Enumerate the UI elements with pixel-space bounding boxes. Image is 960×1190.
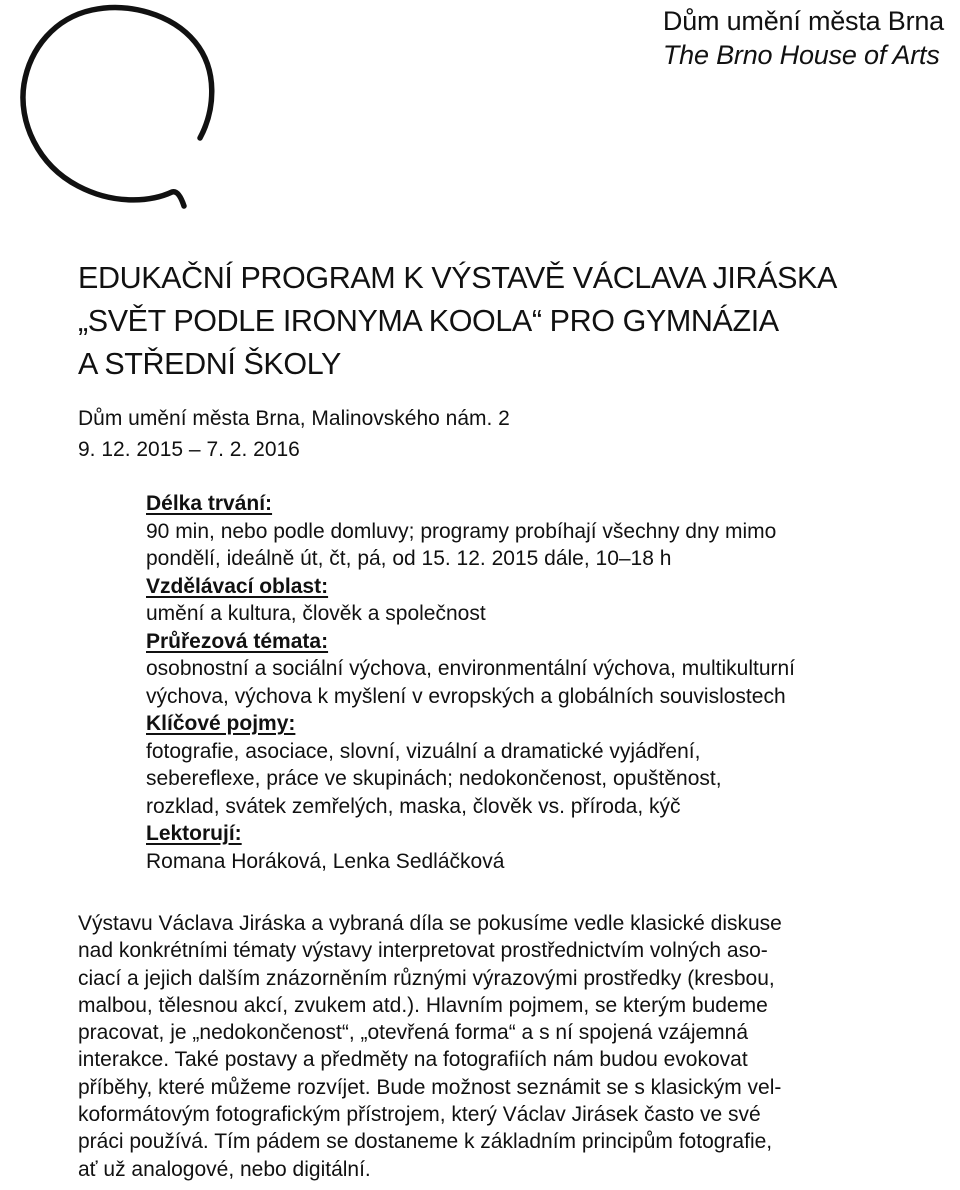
description-paragraph <box>78 910 908 1183</box>
keywords-label: Klíčové pojmy: <box>146 712 296 735</box>
org-name-en: The Brno House of Arts <box>662 40 940 70</box>
paragraph-line: ciací a jejich dalším znázorněním různými výrazovými prostředky (kresbou, <box>78 966 775 990</box>
area-line: umění a kultura, člověk a společnost <box>146 602 486 625</box>
duration-line: pondělí, ideálně út, čt, pá, od 15. 12. 2015 dále, 10–18 h <box>146 547 672 570</box>
keywords-value <box>146 738 906 821</box>
keywords-line: sebereflexe, práce ve skupinách; nedokončenost, opuštěnost, <box>146 767 722 790</box>
paragraph-line: příběhy, které můžeme rozvíjet. Bude možnost seznámit se s klasickým vel- <box>78 1075 782 1099</box>
duration-label: Délka trvání: <box>146 492 273 515</box>
duration-line: 90 min, nebo podle domluvy; programy probíhají všechny dny mimo <box>146 519 777 543</box>
open-circle-logo-icon <box>0 0 260 240</box>
paragraph-line: Výstavu Václava Jiráska a vybraná díla se pokusíme vedle klasické diskuse <box>78 912 782 935</box>
lecturers-value <box>146 848 906 876</box>
topics-line: výchova, výchova k myšlení v evropských a globálních souvislostech <box>146 684 786 708</box>
topics-line: osobnostní a sociální výchova, environmentální výchova, multikulturní <box>146 657 796 680</box>
keywords-line: rozklad, svátek zemřelých, maska, člověk vs. příroda, kýč <box>146 794 681 818</box>
org-header <box>663 4 944 72</box>
lecturers-label: Lektorují: <box>146 822 242 845</box>
keywords-line: fotografie, asociace, slovní, vizuální a dramatické vyjádření, <box>146 739 701 763</box>
dates-text: 9. 12. 2015 – 7. 2. 2016 <box>78 438 300 461</box>
title-line: A STŘEDNÍ ŠKOLY <box>78 347 341 381</box>
paragraph-line: pracovat, je „nedokončenost“, „otevřená forma“ a s ní spojená vzájemná <box>78 1021 749 1045</box>
paragraph-line: ať už analogové, nebo digitální. <box>78 1157 371 1181</box>
area-label: Vzdělávací oblast: <box>146 574 329 598</box>
event-meta <box>78 403 510 465</box>
org-name-cs: Dům umění města Brna <box>662 6 944 36</box>
paragraph-line: nad konkrétními tématy výstavy interpretovat prostřednictvím volných aso- <box>78 939 768 963</box>
paragraph-line: práci používá. Tím pádem se dostaneme k základním principům fotografie, <box>78 1130 773 1154</box>
title-line: „SVĚT PODLE IRONYMA KOOLA“ PRO GYMNÁZIA <box>78 304 779 338</box>
paragraph-line: koformátovým fotografickým přístrojem, který Václav Jirásek často ve své <box>78 1103 761 1127</box>
duration-value <box>146 518 906 573</box>
topics-label: Průřezová témata: <box>146 629 329 653</box>
topics-value <box>146 655 906 710</box>
program-info <box>146 490 906 875</box>
area-value <box>146 600 906 628</box>
page-title <box>78 257 938 386</box>
venue-text: Dům umění města Brna, Malinovského nám. 2 <box>78 407 510 430</box>
paragraph-line: malbou, tělesnou akcí, zvukem atd.). Hlavním pojmem, se kterým budeme <box>78 993 768 1017</box>
lecturers-line: Romana Horáková, Lenka Sedláčková <box>146 849 505 873</box>
paragraph-line: interakce. Také postavy a předměty na fotografiích nám budou evokovat <box>78 1048 748 1072</box>
title-line: EDUKAČNÍ PROGRAM K VÝSTAVĚ VÁCLAVA JIRÁSKA <box>78 261 837 295</box>
